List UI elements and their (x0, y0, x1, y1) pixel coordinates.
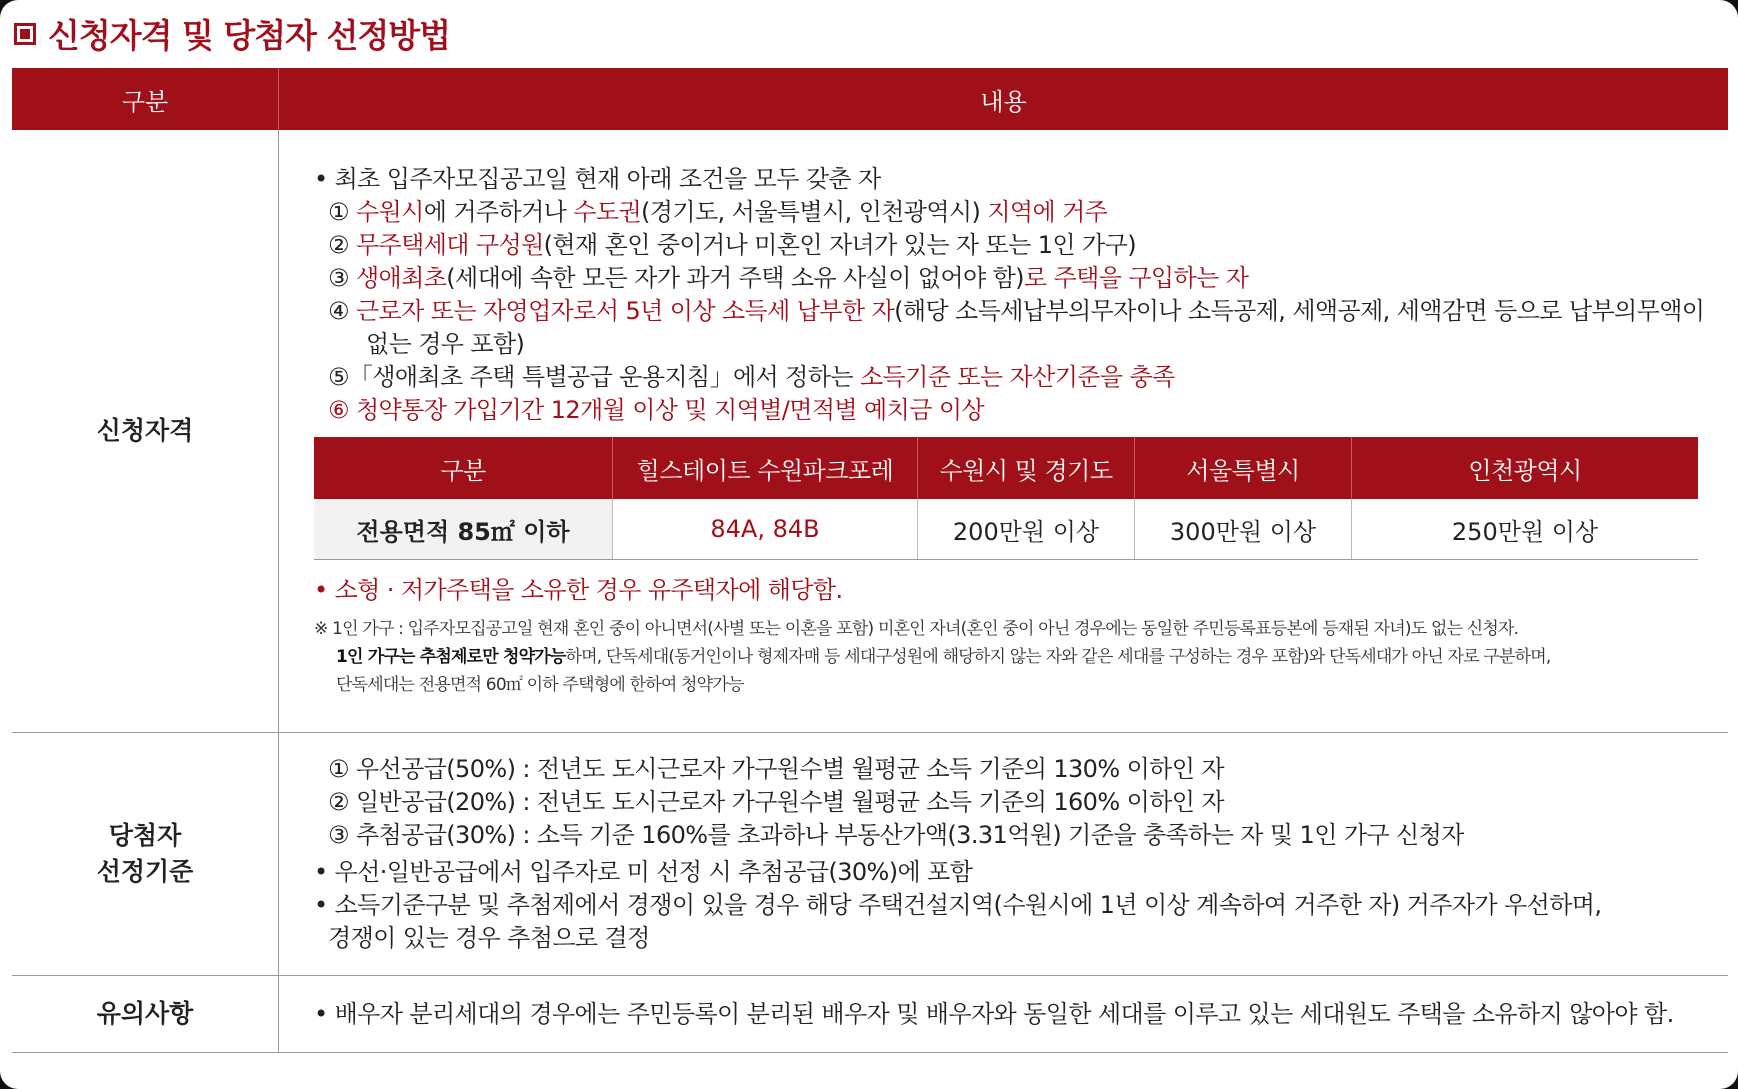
condition-3: ③ 생애최초(세대에 속한 모든 자가 과거 주택 소유 사실이 없어야 함)로 주택을 구입하는 자 (328, 264, 1249, 292)
content-notice (279, 976, 1729, 1053)
header-row (12, 68, 1728, 130)
deposit-header: 인천광역시 (1352, 437, 1699, 499)
selection-6: 경쟁이 있는 경우 추첨으로 결정 (328, 924, 650, 952)
eligibility-table (12, 68, 1728, 1053)
deposit-header: 서울특별시 (1135, 437, 1352, 499)
deposit-header-row (314, 437, 1698, 499)
content-selection (279, 733, 1729, 976)
deposit-header: 수원시 및 경기도 (918, 437, 1135, 499)
section-title (14, 10, 450, 57)
condition-6: ⑥ 청약통장 가입기간 12개월 이상 및 지역별/면적별 예치금 이상 (328, 396, 984, 424)
deposit-header: 힐스테이트 수원파크포레 (613, 437, 918, 499)
deposit-cell: 200만원 이상 (918, 499, 1135, 560)
condition-5: ⑤「생애최초 주택 특별공급 운용지침」에서 정하는 소득기준 또는 자산기준을 충족 (328, 363, 1175, 391)
title-text: 신청자격 및 당첨자 선정방법 (48, 16, 451, 55)
header-category: 구분 (12, 68, 279, 130)
header-content: 내용 (279, 68, 1729, 130)
small-house-note: • 소형 · 저가주택을 소유한 경우 유주택자에 해당함. (314, 576, 843, 604)
single-household-note-2: 1인 가구는 추첨제로만 청약가능하며, 단독세대(동거인이나 형제자매 등 세대구성원에 해당하지 않는 자와 같은 세대를 구성하는 경우 포함)와 단독세대가 아닌 자로 구분하며, (336, 647, 1551, 667)
selection-5: • 소득기준구분 및 추첨제에서 경쟁이 있을 경우 해당 주택건설지역(수원시에 1년 이상 계속하여 거주한 자) 거주자가 우선하며, (314, 891, 1602, 919)
condition-4-cont: 없는 경우 포함) (366, 330, 525, 358)
deposit-cell: 300만원 이상 (1135, 499, 1352, 560)
deposit-table (314, 437, 1698, 560)
selection-1: ① 우선공급(50%) : 전년도 도시근로자 가구원수별 월평균 소득 기준의 130% 이하인 자 (328, 755, 1224, 783)
deposit-cell: 84A, 84B (613, 499, 918, 560)
label-eligibility: 신청자격 (12, 130, 279, 733)
label-selection: 당첨자 선정기준 (12, 733, 279, 976)
intro-line: • 최초 입주자모집공고일 현재 아래 조건을 모두 갖춘 자 (314, 165, 881, 193)
selection-2: ② 일반공급(20%) : 전년도 도시근로자 가구원수별 월평균 소득 기준의 160% 이하인 자 (328, 788, 1224, 816)
condition-4: ④ 근로자 또는 자영업자로서 5년 이상 소득세 납부한 자(해당 소득세납부의무자이나 소득공제, 세액공제, 세액감면 등으로 납부의무액이 (328, 297, 1705, 325)
label-notice: 유의사항 (12, 976, 279, 1053)
single-household-note: ※ 1인 가구 : 입주자모집공고일 현재 혼인 중이 아니면서(사별 또는 이혼을 포함) 미혼인 자녀(혼인 중이 아닌 경우에는 동일한 주민등록표등본에 등재된 자녀)도 없는 신청자. (314, 619, 1519, 639)
row-selection (12, 733, 1728, 976)
row-eligibility (12, 130, 1728, 733)
row-notice (12, 976, 1728, 1053)
deposit-row (314, 499, 1698, 560)
selection-4: • 우선·일반공급에서 입주자로 미 선정 시 추첨공급(30%)에 포함 (314, 858, 973, 886)
deposit-cell: 250만원 이상 (1352, 499, 1699, 560)
single-household-note-3: 단독세대는 전용면적 60㎡ 이하 주택형에 한하여 청약가능 (336, 675, 744, 695)
condition-1: ① 수원시에 거주하거나 수도권(경기도, 서울특별시, 인천광역시) 지역에 거주 (328, 198, 1108, 226)
notice-1: • 배우자 분리세대의 경우에는 주민등록이 분리된 배우자 및 배우자와 동일한 세대를 이루고 있는 세대원도 주택을 소유하지 않아야 함. (314, 999, 1674, 1028)
content-eligibility (279, 130, 1729, 733)
deposit-header: 구분 (314, 437, 613, 499)
condition-2: ② 무주택세대 구성원(현재 혼인 중이거나 미혼인 자녀가 있는 자 또는 1인 가구) (328, 231, 1136, 259)
square-bullet-icon (14, 23, 36, 45)
deposit-cell: 전용면적 85㎡ 이하 (314, 499, 613, 560)
selection-3: ③ 추첨공급(30%) : 소득 기준 160%를 초과하나 부동산가액(3.31억원) 기준을 충족하는 자 및 1인 가구 신청자 (328, 821, 1464, 849)
